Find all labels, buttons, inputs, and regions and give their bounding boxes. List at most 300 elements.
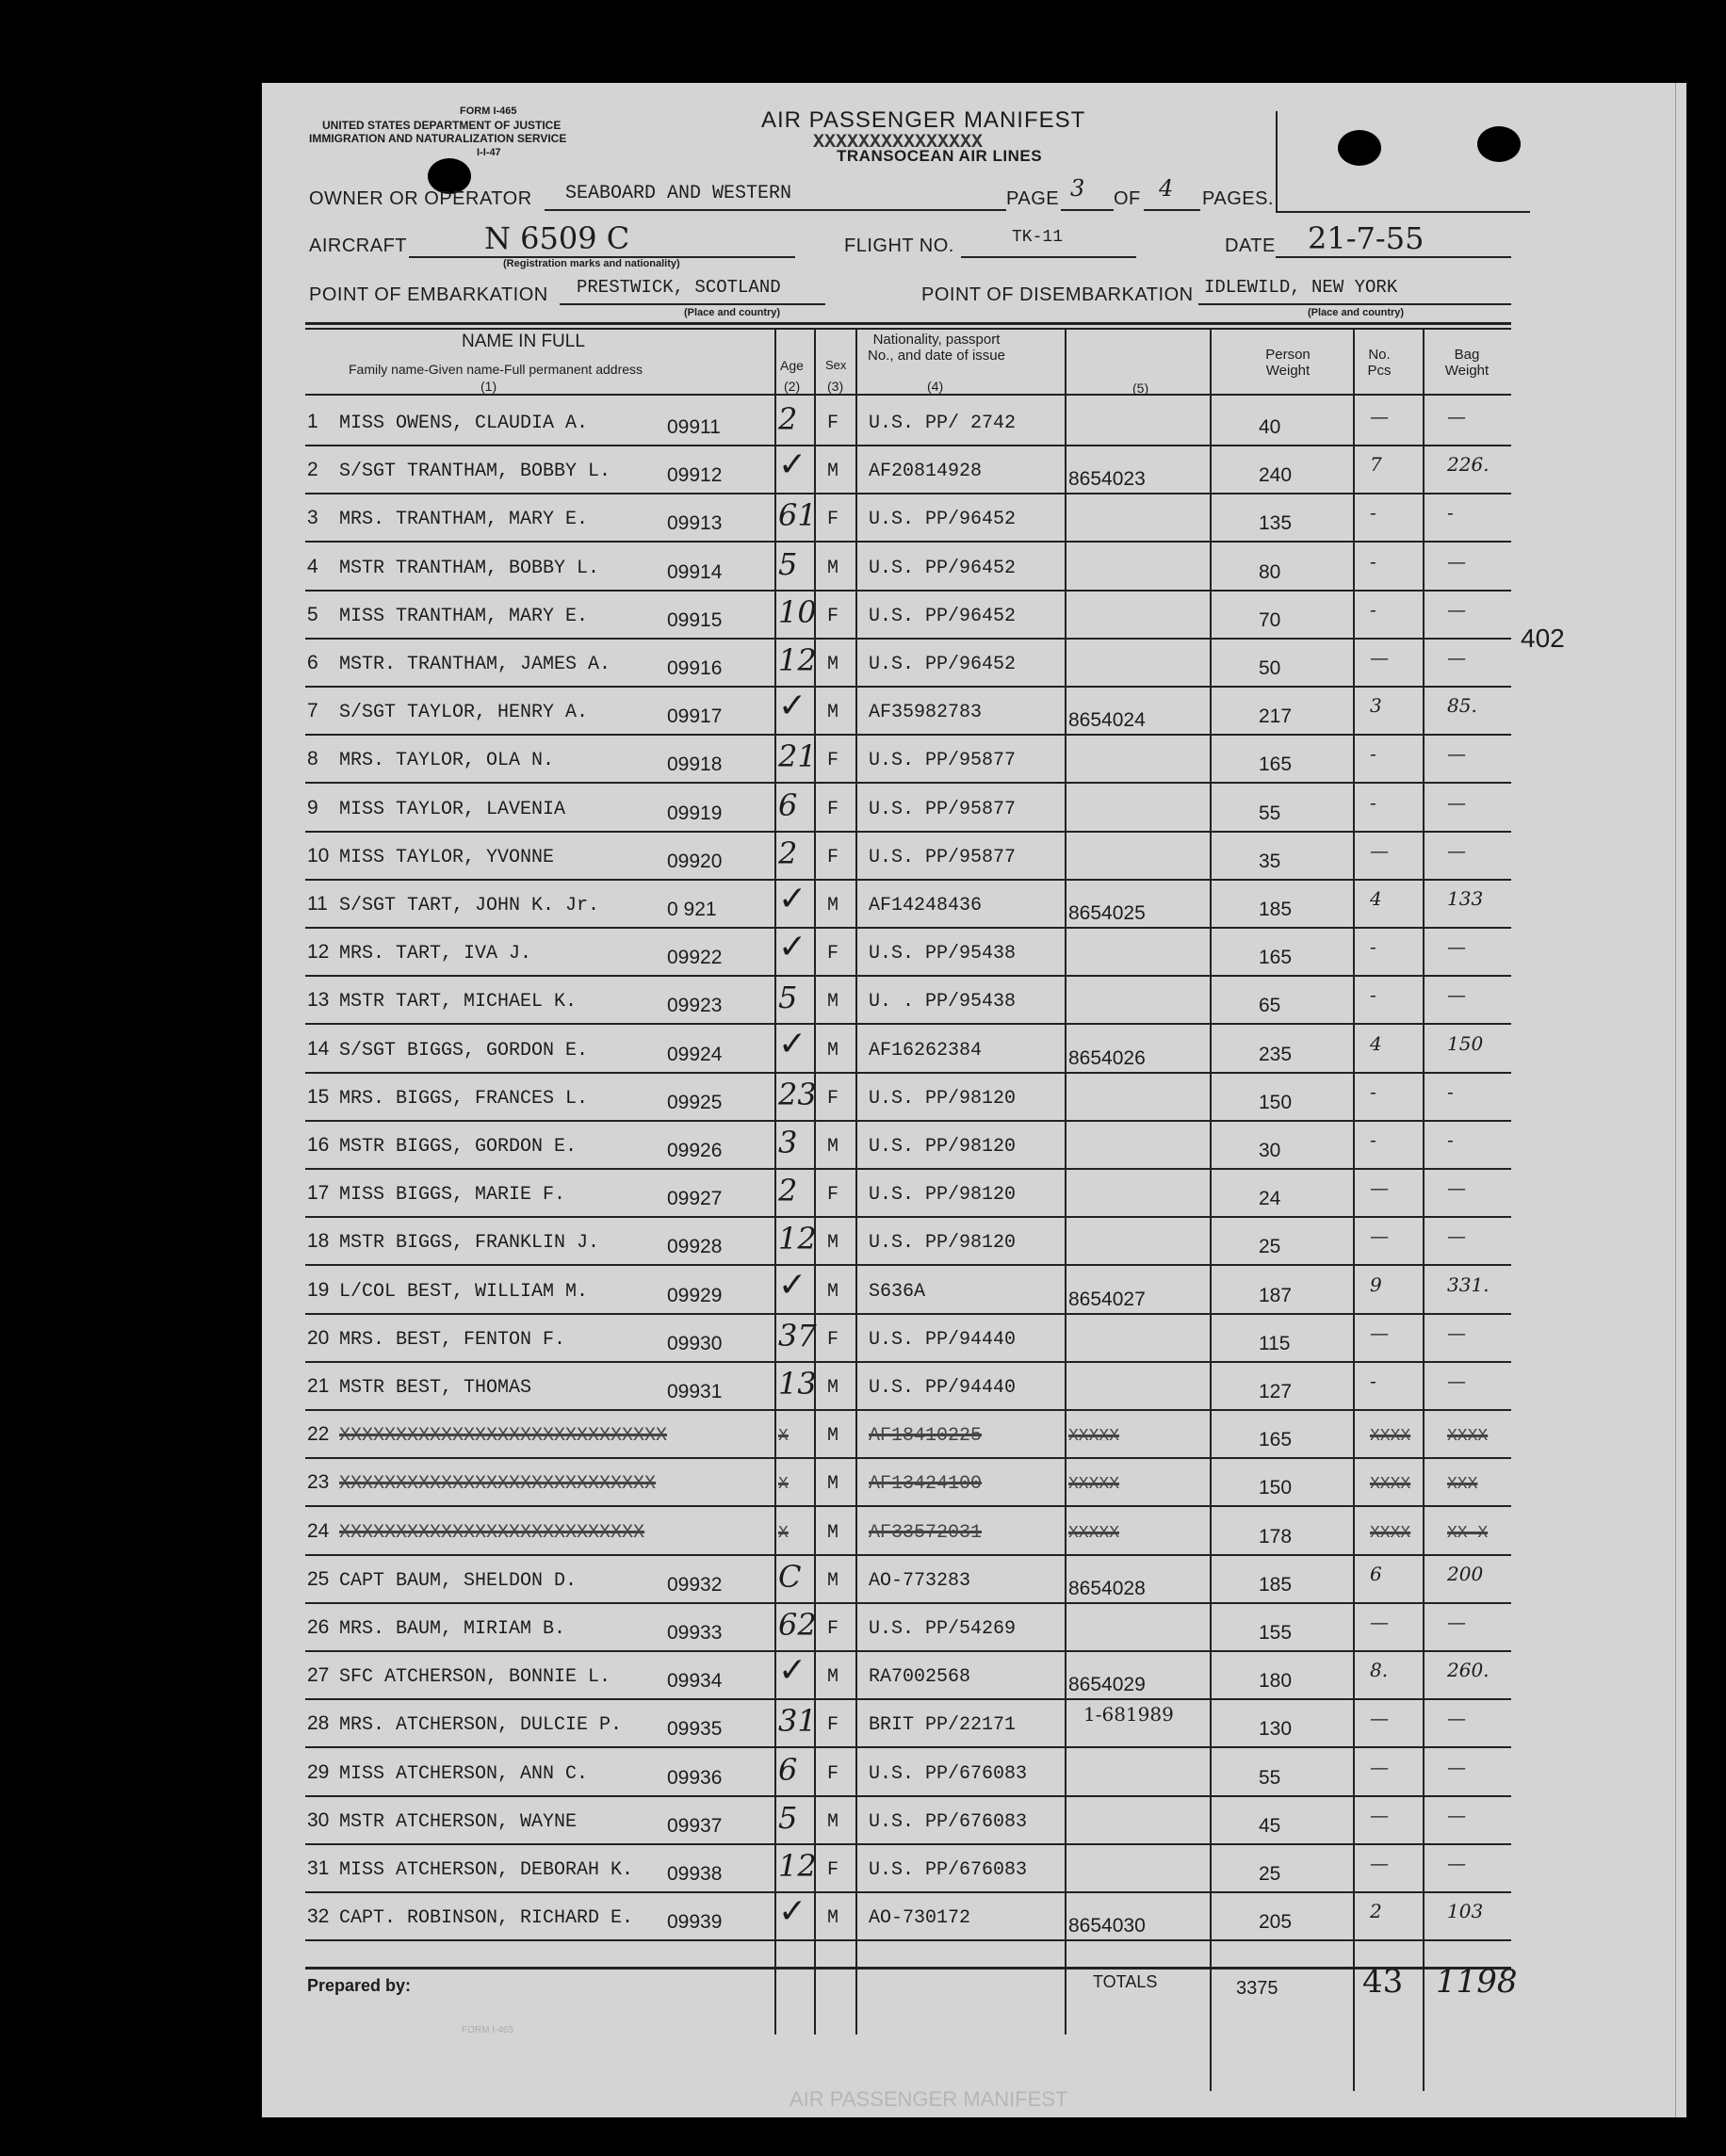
passenger-name: L/COL BEST, WILLIAM M. (339, 1280, 589, 1303)
passenger-name: CAPT BAUM, SHELDON D. (339, 1569, 578, 1592)
form-code: I-I-47 (477, 147, 501, 158)
col-sex-no: (3) (827, 379, 844, 394)
nationality-passport: U.S. PP/94440 (869, 1377, 1017, 1399)
nationality-passport: U.S. PP/95877 (869, 846, 1017, 868)
nationality-passport: AF16262384 (869, 1039, 983, 1062)
column-5-value: 8654027 (1068, 1288, 1146, 1310)
ticket-number: 09920 (667, 850, 723, 872)
passenger-name: MISS TAYLOR, YVONNE (339, 846, 555, 868)
col-5-no: (5) (1132, 381, 1149, 396)
table-row (262, 1123, 1686, 1171)
age: 12 (778, 1221, 817, 1257)
bag-weight: — (1447, 1803, 1466, 1826)
age: ✓ (778, 1024, 807, 1063)
passenger-name: S/SGT TART, JOHN K. Jr. (339, 895, 600, 916)
ticket-number: 09927 (667, 1188, 723, 1210)
passenger-name: MRS. ATCHERSON, DULCIE P. (339, 1714, 623, 1737)
sex: M (827, 1569, 839, 1592)
pages-label: PAGES. (1202, 188, 1274, 209)
person-weight: 185 (1259, 899, 1293, 920)
passenger-name: MRS. BAUM, MIRIAM B. (339, 1618, 566, 1640)
nationality-passport: U.S. PP/676083 (869, 1810, 1028, 1833)
pieces-count: XXXX (1370, 1475, 1411, 1495)
age: 6 (778, 786, 798, 823)
ticket-number: 09933 (667, 1622, 723, 1644)
table-row (262, 1171, 1686, 1219)
person-weight: 135 (1259, 512, 1293, 535)
pieces-count: — (1370, 838, 1389, 862)
person-weight: 185 (1259, 1573, 1293, 1596)
nationality-passport: AO-773283 (869, 1569, 971, 1592)
age: 2 (778, 401, 798, 437)
age: ✓ (778, 687, 807, 726)
person-weight: 130 (1259, 1718, 1293, 1741)
age: ✓ (778, 1892, 807, 1932)
pieces-count: — (1370, 646, 1389, 669)
pieces-count: — (1370, 1755, 1389, 1778)
ticket-number: 09911 (667, 416, 721, 438)
person-weight: 165 (1259, 1429, 1293, 1451)
col-nat-header: Nationality, passport No., and date of issue (868, 332, 1005, 364)
total-weight: 3375 (1236, 1978, 1278, 1999)
bag-weight: — (1447, 742, 1466, 766)
nationality-passport: AF14248436 (869, 895, 983, 916)
aircraft-value: N 6509 C (484, 220, 630, 256)
pieces-count: 8. (1370, 1659, 1389, 1682)
sex: M (827, 1136, 839, 1158)
passenger-name: MISS OWENS, CLAUDIA A. (339, 413, 589, 434)
pieces-count: - (1370, 1128, 1376, 1151)
bag-weight: — (1447, 790, 1466, 814)
ticket-number: 09931 (667, 1381, 723, 1402)
sex: M (827, 461, 839, 483)
row-number: 4 (307, 555, 318, 577)
person-weight: 25 (1259, 1236, 1281, 1258)
form-number: FORM I-465 (460, 105, 517, 117)
column-5-value: 8654030 (1068, 1915, 1146, 1937)
nationality-passport: U.S. PP/676083 (869, 1762, 1028, 1785)
sex: M (827, 654, 839, 675)
pieces-count: - (1370, 549, 1376, 573)
col-age-header: Age (780, 358, 804, 373)
person-weight: 187 (1259, 1284, 1293, 1306)
airline-struck: XXXXXXXXXXXXXXX (813, 132, 984, 154)
table-row (262, 1024, 1686, 1075)
row-number: 15 (307, 1085, 330, 1108)
passenger-name: MSTR BEST, THOMAS (339, 1377, 532, 1399)
pieces-count: 2 (1370, 1900, 1382, 1923)
bag-weight: 260. (1447, 1659, 1490, 1682)
department-name: UNITED STATES DEPARTMENT OF JUSTICE (322, 119, 562, 132)
manifest-title: AIR PASSENGER MANIFEST (761, 107, 1086, 133)
sex: F (827, 605, 839, 627)
person-weight: 240 (1259, 464, 1293, 487)
pieces-count: 9 (1370, 1273, 1382, 1296)
sex: M (827, 702, 839, 724)
table-row (262, 1557, 1686, 1605)
person-weight: 127 (1259, 1381, 1293, 1402)
bag-weight: — (1447, 1224, 1466, 1248)
person-weight: 50 (1259, 657, 1281, 679)
passenger-name: MRS. TART, IVA J. (339, 943, 532, 965)
table-row (262, 1412, 1686, 1460)
ticket-number: 09934 (667, 1670, 723, 1693)
pieces-count: - (1370, 1079, 1376, 1103)
table-row (262, 834, 1686, 882)
row-number: 18 (307, 1230, 330, 1253)
pieces-count: - (1370, 501, 1376, 525)
passenger-name: MSTR TRANTHAM, BOBBY L. (339, 557, 600, 579)
column-5-value: 8654026 (1068, 1046, 1146, 1069)
row-number: 20 (307, 1326, 330, 1349)
age: 31 (778, 1703, 817, 1740)
person-weight: 180 (1259, 1670, 1293, 1693)
airline-name: TRANSOCEAN AIR LINES (837, 147, 1043, 165)
age: 5 (778, 1799, 798, 1836)
pieces-count: XXXX (1370, 1523, 1411, 1543)
age: ✓ (778, 880, 807, 918)
row-number: 25 (307, 1567, 330, 1590)
ticket-number: 09922 (667, 947, 723, 969)
person-weight: 25 (1259, 1863, 1281, 1885)
bag-weight: — (1447, 405, 1466, 428)
age: C (778, 1558, 802, 1595)
person-weight: 80 (1259, 560, 1281, 583)
passenger-name: CAPT. ROBINSON, RICHARD E. (339, 1907, 634, 1930)
pieces-count: 4 (1370, 887, 1382, 910)
sex: M (827, 1039, 839, 1062)
passenger-name: MRS. TRANTHAM, MARY E. (339, 509, 589, 531)
person-weight: 35 (1259, 850, 1281, 872)
col-weight-header: Person Weight (1265, 347, 1311, 379)
owner-label: OWNER OR OPERATOR (309, 188, 532, 209)
sex: F (827, 413, 839, 434)
age: 5 (778, 545, 798, 582)
age: 10 (778, 593, 817, 630)
nationality-passport: U.S. PP/95877 (869, 750, 1017, 772)
bag-weight: — (1447, 1176, 1466, 1200)
bag-weight: 103 (1447, 1900, 1484, 1923)
sex: M (827, 1810, 839, 1833)
table-row (262, 1316, 1686, 1364)
age: ✓ (778, 446, 807, 485)
passenger-name: SFC ATCHERSON, BONNIE L. (339, 1666, 611, 1689)
passenger-name: MRS. BIGGS, FRANCES L. (339, 1087, 589, 1110)
person-weight: 165 (1259, 947, 1293, 969)
bag-weight: - (1447, 1128, 1454, 1151)
ticket-number: 09917 (667, 705, 723, 728)
bag-weight: XXXX (1447, 1427, 1489, 1447)
passenger-name: MISS TRANTHAM, MARY E. (339, 605, 589, 627)
nationality-passport: U.S. PP/ 2742 (869, 413, 1017, 434)
row-number: 12 (307, 941, 330, 964)
column-5-value: 1-681989 (1083, 1703, 1174, 1726)
age: 61 (778, 497, 817, 534)
sex: F (827, 1762, 839, 1785)
nationality-passport: U.S. PP/96452 (869, 557, 1017, 579)
age: 2 (778, 835, 798, 871)
manifest-sheet (262, 83, 1686, 2117)
ticket-number: 0 921 (667, 899, 717, 920)
row-number: 24 (307, 1519, 330, 1542)
passenger-name: S/SGT BIGGS, GORDON E. (339, 1039, 589, 1062)
table-row (262, 1653, 1686, 1701)
row-number: 30 (307, 1808, 330, 1831)
column-5-value: XXXXX (1068, 1475, 1120, 1495)
pieces-count: - (1370, 742, 1376, 766)
row-number: 29 (307, 1760, 330, 1783)
table-row (262, 1605, 1686, 1653)
nationality-passport: U.S. PP/96452 (869, 509, 1017, 531)
row-number: 28 (307, 1712, 330, 1735)
age: 21 (778, 738, 817, 775)
row-number: 7 (307, 700, 318, 722)
age: X (778, 1475, 789, 1495)
disembark-label: POINT OF DISEMBARKATION (921, 284, 1194, 305)
bag-weight: — (1447, 1755, 1466, 1778)
row-number: 10 (307, 844, 330, 867)
nationality-passport: U.S. PP/95877 (869, 798, 1017, 820)
passenger-name: MRS. BEST, FENTON F. (339, 1328, 566, 1351)
table-row (262, 1846, 1686, 1894)
row-number: 19 (307, 1278, 330, 1301)
ticket-number: 09925 (667, 1091, 723, 1113)
person-weight: 45 (1259, 1814, 1281, 1837)
ticket-number: 09932 (667, 1573, 723, 1596)
row-number: 13 (307, 989, 330, 1012)
age: 6 (778, 1751, 798, 1788)
row-number: 22 (307, 1423, 330, 1446)
embark-label: POINT OF EMBARKATION (309, 284, 548, 305)
table-row (262, 978, 1686, 1026)
date-value: 21-7-55 (1308, 220, 1425, 256)
sex: M (827, 1377, 839, 1399)
passenger-name: XXXXXXXXXXXXXXXXXXXXXXXXXXX (339, 1521, 645, 1544)
row-number: 21 (307, 1375, 330, 1397)
bag-weight: — (1447, 1707, 1466, 1730)
age: ✓ (778, 928, 807, 967)
passenger-name: MSTR TART, MICHAEL K. (339, 991, 578, 1013)
ticket-number: 09937 (667, 1814, 723, 1837)
table-row (262, 1265, 1686, 1316)
column-5-value: 8654028 (1068, 1577, 1146, 1599)
age: 13 (778, 1366, 817, 1402)
prepared-label: Prepared by: (307, 1976, 412, 1995)
nationality-passport: U.S. PP/96452 (869, 654, 1017, 675)
flight-value: TK-11 (1012, 228, 1064, 247)
table-row (262, 1894, 1686, 1942)
age: 23 (778, 1076, 817, 1112)
column-5-value: XXXXX (1068, 1523, 1120, 1543)
age: 62 (778, 1607, 817, 1643)
margin-note: 402 (1521, 624, 1565, 653)
sex: M (827, 1907, 839, 1930)
age: 5 (778, 980, 798, 1016)
bag-weight: — (1447, 935, 1466, 959)
totals-label: TOTALS (1093, 1972, 1158, 1991)
sex: F (827, 1328, 839, 1351)
nationality-passport: U. . PP/95438 (869, 991, 1017, 1013)
sex: F (827, 846, 839, 868)
sex: F (827, 750, 839, 772)
ticket-number: 09930 (667, 1332, 723, 1354)
ticket-number: 09913 (667, 512, 723, 535)
nationality-passport: S636A (869, 1280, 926, 1303)
nationality-passport: BRIT PP/22171 (869, 1714, 1017, 1737)
table-row (262, 1798, 1686, 1846)
nationality-passport: U.S. PP/54269 (869, 1618, 1017, 1640)
age: 2 (778, 1173, 798, 1209)
row-number: 32 (307, 1905, 330, 1928)
col-nat-no: (4) (927, 379, 944, 394)
service-name: IMMIGRATION AND NATURALIZATION SERVICE (309, 132, 567, 145)
col-pcs-header: No. Pcs (1367, 347, 1392, 379)
nationality-passport: U.S. PP/96452 (869, 605, 1017, 627)
bag-weight: — (1447, 1611, 1466, 1633)
of-value: 4 (1159, 175, 1174, 202)
total-pcs: 43 (1362, 1963, 1404, 2001)
nationality-passport: U.S. PP/95438 (869, 943, 1017, 965)
nationality-passport: AF20814928 (869, 461, 983, 483)
passenger-name: XXXXXXXXXXXXXXXXXXXXXXXXXXXX (339, 1473, 657, 1496)
age: 37 (778, 1317, 817, 1354)
person-weight: 30 (1259, 1140, 1281, 1161)
embark-value: PRESTWICK, SCOTLAND (577, 277, 781, 298)
bag-weight: 331. (1447, 1273, 1490, 1296)
sex: F (827, 1087, 839, 1110)
col-bag-header: Bag Weight (1444, 347, 1490, 379)
ticket-number: 09923 (667, 995, 723, 1017)
nationality-passport: U.S. PP/98120 (869, 1136, 1017, 1158)
pieces-count: — (1370, 405, 1389, 428)
ticket-number: 09919 (667, 802, 723, 824)
person-weight: 217 (1259, 705, 1293, 728)
row-number: 31 (307, 1857, 330, 1879)
nationality-passport: AO-730172 (869, 1907, 971, 1930)
sex: M (827, 1232, 839, 1255)
nationality-passport: U.S. PP/676083 (869, 1859, 1028, 1881)
nationality-passport: AF35982783 (869, 702, 983, 724)
sex: F (827, 1618, 839, 1640)
nationality-passport: AF18410225 (869, 1425, 983, 1448)
ticket-number: 09929 (667, 1284, 723, 1306)
bag-weight: XX X (1447, 1523, 1489, 1543)
nationality-passport: U.S. PP/98120 (869, 1087, 1017, 1110)
sex: M (827, 1280, 839, 1303)
of-label: OF (1114, 188, 1141, 209)
bag-weight: - (1447, 1079, 1454, 1103)
page-label: PAGE (1006, 188, 1060, 209)
passenger-name: MISS TAYLOR, LAVENIA (339, 798, 566, 820)
person-weight: 150 (1259, 1091, 1293, 1113)
table-row (262, 689, 1686, 737)
person-weight: 178 (1259, 1525, 1293, 1548)
passenger-name: S/SGT TAYLOR, HENRY A. (339, 702, 589, 724)
table-row (262, 1750, 1686, 1798)
passenger-name: MISS ATCHERSON, DEBORAH K. (339, 1859, 634, 1881)
person-weight: 115 (1259, 1332, 1291, 1354)
pieces-count: 6 (1370, 1562, 1382, 1585)
row-number: 16 (307, 1134, 330, 1156)
col-name-no: (1) (480, 379, 497, 394)
bag-weight: — (1447, 597, 1466, 621)
age: 12 (778, 642, 817, 678)
flight-label: FLIGHT NO. (844, 235, 954, 256)
bag-weight: 226. (1447, 453, 1490, 477)
row-number: 3 (307, 507, 318, 529)
sex: M (827, 1473, 839, 1496)
bag-weight: — (1447, 1370, 1466, 1392)
row-number: 14 (307, 1037, 330, 1060)
table-row (262, 1075, 1686, 1123)
age: X (778, 1523, 789, 1543)
ticket-number: 09936 (667, 1766, 723, 1789)
table-row (262, 544, 1686, 592)
person-weight: 150 (1259, 1477, 1293, 1499)
age: 3 (778, 1125, 798, 1160)
column-5-value: 8654025 (1068, 902, 1146, 924)
bag-weight: 200 (1447, 1562, 1484, 1585)
ticket-number: 09912 (667, 464, 723, 487)
person-weight: 55 (1259, 1766, 1281, 1789)
column-5-value: 8654029 (1068, 1674, 1146, 1696)
pieces-count: — (1370, 1852, 1389, 1874)
ticket-number: 09915 (667, 608, 723, 631)
row-number: 1 (307, 411, 318, 432)
table-row (262, 930, 1686, 978)
pieces-count: 3 (1370, 694, 1382, 718)
sex: M (827, 1425, 839, 1448)
pieces-count: — (1370, 1176, 1389, 1200)
bag-weight: — (1447, 549, 1466, 573)
passenger-name: MRS. TAYLOR, OLA N. (339, 750, 555, 772)
pieces-count: - (1370, 983, 1376, 1007)
sex: M (827, 1521, 839, 1544)
embark-note: (Place and country) (684, 307, 781, 318)
row-number: 9 (307, 796, 318, 819)
column-5-value: 8654024 (1068, 709, 1146, 732)
ticket-number: 09926 (667, 1140, 723, 1161)
ticket-number: 09938 (667, 1863, 723, 1885)
column-5-value: 8654023 (1068, 468, 1146, 491)
sex: M (827, 1666, 839, 1689)
table-row (262, 737, 1686, 785)
person-weight: 165 (1259, 754, 1293, 776)
row-number: 6 (307, 652, 318, 673)
passenger-name: XXXXXXXXXXXXXXXXXXXXXXXXXXXXX (339, 1425, 668, 1448)
table-row (262, 1460, 1686, 1508)
nationality-passport: U.S. PP/98120 (869, 1232, 1017, 1255)
bag-weight: - (1447, 501, 1454, 525)
sex: F (827, 509, 839, 531)
aircraft-note: (Registration marks and nationality) (503, 258, 680, 269)
pieces-count: — (1370, 1803, 1389, 1826)
pieces-count: — (1370, 1224, 1389, 1248)
passenger-name: S/SGT TRANTHAM, BOBBY L. (339, 461, 611, 483)
person-weight: 205 (1259, 1911, 1293, 1934)
bag-weight: — (1447, 1321, 1466, 1344)
bag-weight: — (1447, 1852, 1466, 1874)
table-row (262, 882, 1686, 930)
sex: F (827, 798, 839, 820)
disembark-note: (Place and country) (1308, 307, 1405, 318)
pieces-count: — (1370, 1611, 1389, 1633)
sex: M (827, 991, 839, 1013)
sex: F (827, 1714, 839, 1737)
ticket-number: 09914 (667, 560, 723, 583)
row-number: 5 (307, 603, 318, 625)
person-weight: 24 (1259, 1188, 1281, 1210)
